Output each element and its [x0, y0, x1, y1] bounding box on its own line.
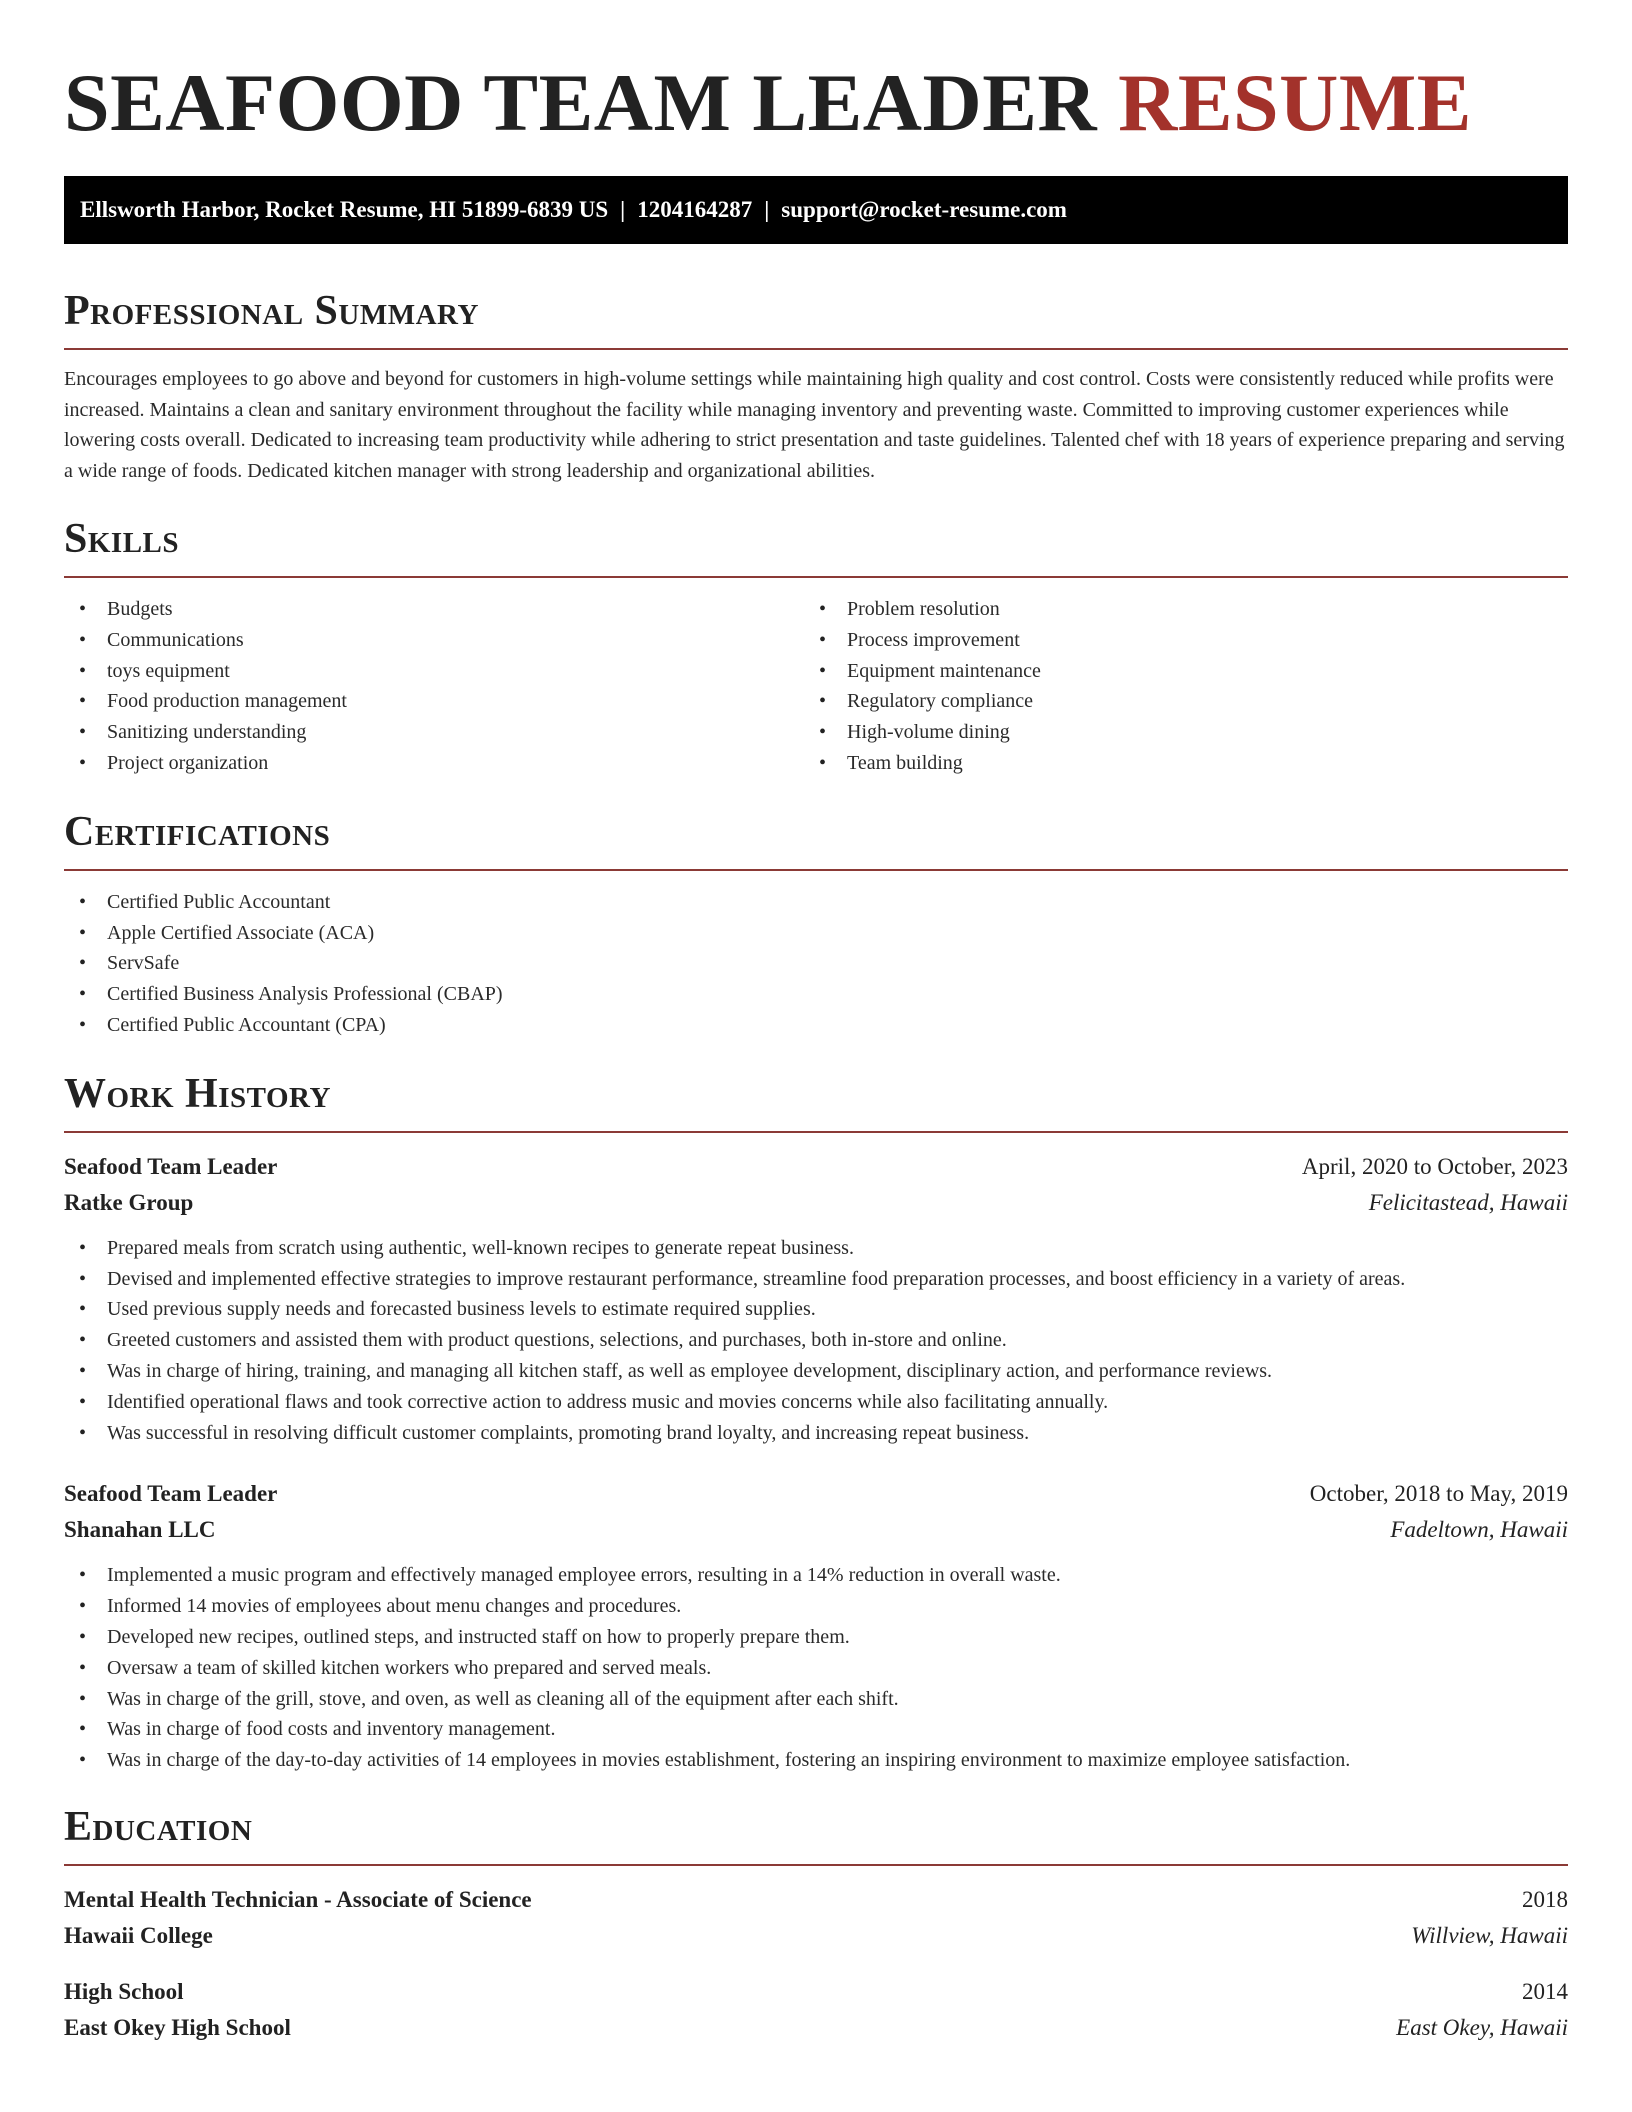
job-duty: • Was successful in resolving difficult customer complaints, promoting brand loyalty, and increasing repeat business.: [64, 1418, 1568, 1449]
education-school: East Okey High School: [64, 2014, 291, 2040]
skill-item: • Communications: [64, 625, 804, 656]
job-duty: • Was in charge of food costs and inventory management.: [64, 1714, 1568, 1745]
summary-text: Encourages employees to go above and beyond for customers in high-volume settings while maintaining high quality and cost control. Costs were consistently reduced while profits were increased. Maintains a clean and sanitary environment throughout the facility while managing inventory and preventing waste. Committed to improving customer experiences while lowering costs overall. Dedicated to increasing team productivity while adhering to strict presentation and taste guidelines. Talented chef with 18 years of experience preparing and serving a wide range of foods. Dedicated kitchen manager with strong leadership and organizational abilities.: [64, 368, 1565, 482]
skill-item: • toys equipment: [64, 656, 804, 687]
section-heading: Skills: [64, 516, 180, 562]
section-heading: Work History: [64, 1070, 331, 1117]
certification-item: • ServSafe: [64, 948, 1568, 979]
skills-list-left: [64, 594, 804, 779]
job-header-row: [64, 1149, 1568, 1185]
skill-item: • High-volume dining: [804, 717, 1544, 748]
skill-item: • Food production management: [64, 686, 804, 717]
section-heading: Education: [64, 1803, 253, 1850]
skill-item: • Process improvement: [804, 625, 1544, 656]
section-heading: Professional Summary: [64, 288, 479, 334]
certifications-section: [64, 807, 1568, 1041]
contact-email: support@rocket-resume.com: [781, 197, 1067, 222]
job-duty: • Developed new recipes, outlined steps, and instructed staff on how to properly prepare them.: [64, 1622, 1568, 1653]
education-school: Hawaii College: [64, 1922, 213, 1948]
job-duty: • Informed 14 movies of employees about menu changes and procedures.: [64, 1591, 1568, 1622]
education-degree: Mental Health Technician - Associate of Science: [64, 1886, 532, 1912]
skill-item: • Sanitizing understanding: [64, 717, 804, 748]
contact-phone: 1204164287: [637, 197, 753, 222]
resume-title: [64, 0, 1568, 162]
job-location: Fadeltown, Hawaii: [1390, 1517, 1568, 1543]
title-main: SEAFOOD TEAM LEADER: [64, 57, 1098, 148]
section-divider: [64, 869, 1568, 871]
section-divider: [64, 1131, 1568, 1133]
education-school-row: [64, 1918, 1568, 1954]
contact-separator: |: [764, 197, 770, 222]
education-degree-row: [64, 1974, 1568, 2010]
certification-item: • Certified Public Accountant: [64, 887, 1568, 918]
contact-separator: |: [620, 197, 626, 222]
skill-item: • Budgets: [64, 594, 804, 625]
skills-list-right: [804, 594, 1544, 779]
education-location: East Okey, Hawaii: [1396, 2014, 1568, 2040]
education-entry: [64, 1974, 1568, 2046]
certification-item: • Apple Certified Associate (ACA): [64, 918, 1568, 949]
job-duty: • Oversaw a team of skilled kitchen workers who prepared and served meals.: [64, 1653, 1568, 1684]
contact-bar: [64, 176, 1568, 244]
skills-section: [64, 514, 1568, 779]
education-year: 2014: [1522, 1978, 1568, 2004]
job-duty: • Was in charge of hiring, training, and managing all kitchen staff, as well as employee development, disciplinary action, and performance reviews.: [64, 1356, 1568, 1387]
job-duty: • Used previous supply needs and forecasted business levels to estimate required supplies.: [64, 1294, 1568, 1325]
job-title: Seafood Team Leader: [64, 1153, 278, 1179]
education-degree-row: [64, 1882, 1568, 1918]
education-entry: [64, 1882, 1568, 1954]
job-duty: • Prepared meals from scratch using authentic, well-known recipes to generate repeat business.: [64, 1233, 1568, 1264]
education-section: [64, 1802, 1568, 2046]
title-accent: RESUME: [1118, 57, 1472, 148]
job-entry: [64, 1149, 1568, 1449]
skill-item: • Team building: [804, 748, 1544, 779]
job-company-row: [64, 1185, 1568, 1221]
section-heading: Certifications: [64, 808, 331, 855]
job-company-row: [64, 1512, 1568, 1548]
resume-page: [64, 0, 1568, 2046]
section-divider: [64, 1864, 1568, 1866]
job-dates: October, 2018 to May, 2019: [1309, 1481, 1568, 1507]
contact-address: Ellsworth Harbor, Rocket Resume, HI 51899-6839 US: [80, 197, 609, 222]
education-school-row: [64, 2010, 1568, 2046]
job-entry: [64, 1476, 1568, 1776]
certifications-list: [64, 887, 1568, 1041]
job-company: Shanahan LLC: [64, 1517, 216, 1543]
summary-section: [64, 286, 1568, 486]
certification-item: • Certified Business Analysis Professional (CBAP): [64, 979, 1568, 1010]
skill-item: • Regulatory compliance: [804, 686, 1544, 717]
section-divider: [64, 576, 1568, 578]
work-history-section: [64, 1069, 1568, 1776]
education-degree: High School: [64, 1978, 184, 2004]
job-header-row: [64, 1476, 1568, 1512]
certification-item: • Certified Public Accountant (CPA): [64, 1010, 1568, 1041]
skill-item: • Equipment maintenance: [804, 656, 1544, 687]
job-duties-list: [64, 1233, 1568, 1449]
job-company: Ratke Group: [64, 1189, 194, 1215]
job-dates: April, 2020 to October, 2023: [1301, 1153, 1568, 1179]
section-divider: [64, 348, 1568, 350]
education-year: 2018: [1522, 1886, 1568, 1912]
job-title: Seafood Team Leader: [64, 1481, 278, 1507]
job-duty: • Was in charge of the grill, stove, and oven, as well as cleaning all of the equipment after each shift.: [64, 1684, 1568, 1715]
education-location: Willview, Hawaii: [1411, 1922, 1568, 1948]
job-duties-list: [64, 1560, 1568, 1776]
skill-item: • Project organization: [64, 748, 804, 779]
skill-item: • Problem resolution: [804, 594, 1544, 625]
job-duty: • Identified operational flaws and took corrective action to address music and movies concerns while also facilitating annually.: [64, 1387, 1568, 1418]
job-duty: • Implemented a music program and effectively managed employee errors, resulting in a 14% reduction in overall waste.: [64, 1560, 1568, 1591]
job-duty: • Was in charge of the day-to-day activities of 14 employees in movies establishment, fostering an inspiring environment to maximize employee satisfaction.: [64, 1745, 1568, 1776]
skills-grid: [64, 594, 1568, 779]
job-duty: • Greeted customers and assisted them with product questions, selections, and purchases, both in-store and online.: [64, 1325, 1568, 1356]
job-duty: • Devised and implemented effective strategies to improve restaurant performance, streamline food preparation processes, and boost efficiency in a variety of areas.: [64, 1264, 1568, 1295]
job-location: Felicitastead, Hawaii: [1368, 1189, 1568, 1215]
